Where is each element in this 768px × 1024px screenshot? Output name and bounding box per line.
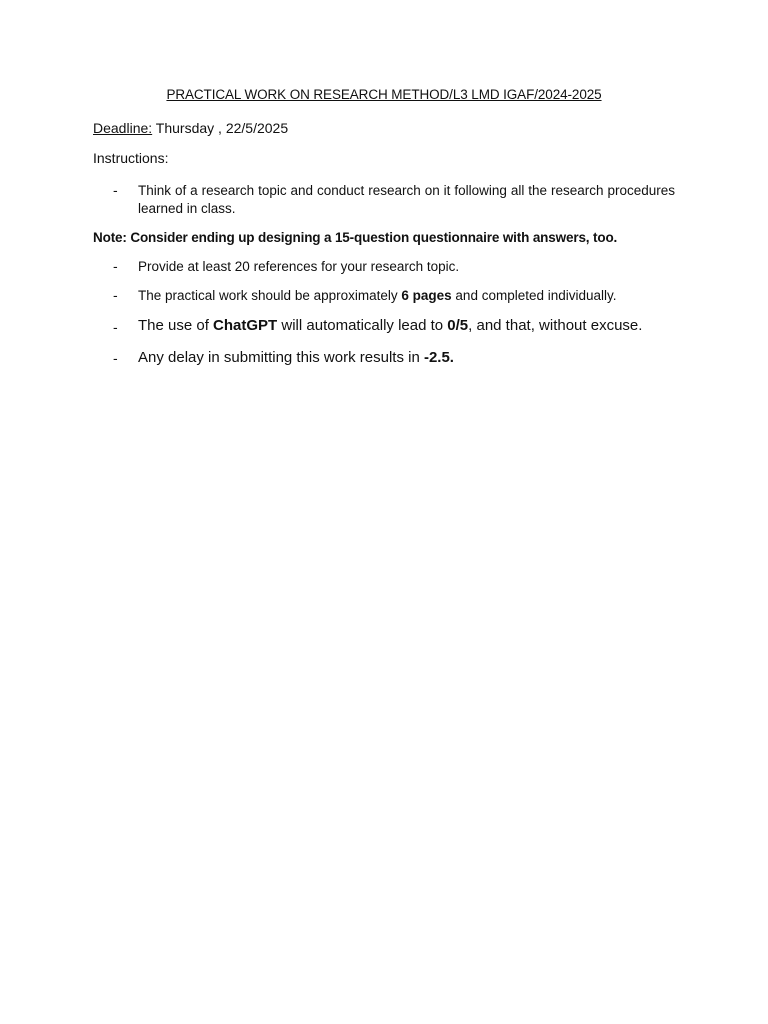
deadline-value: Thursday , 22/5/2025 bbox=[152, 120, 289, 136]
instruction-item-references: Provide at least 20 references for your research topic. bbox=[138, 259, 460, 274]
bullet-dash: - bbox=[113, 182, 118, 198]
item-text-bold: -2.5. bbox=[423, 349, 454, 366]
document-title: PRACTICAL WORK ON RESEARCH METHOD/L3 LMD IGAF/2024-2025 bbox=[166, 87, 602, 102]
item-text-part: , and that, without excuse. bbox=[468, 317, 643, 334]
item-text-part: will automatically lead to bbox=[277, 317, 448, 334]
item-text-part: The use of bbox=[138, 317, 214, 334]
item-text-part: The practical work should be approximately bbox=[138, 288, 402, 303]
instruction-item-length bbox=[138, 287, 675, 305]
instruction-item-research-topic: Think of a research topic and conduct research on it following all the research procedures learned in class. bbox=[138, 183, 675, 216]
instructions-heading: Instructions: bbox=[93, 150, 169, 166]
instruction-item-chatgpt bbox=[138, 317, 675, 335]
item-text-bold: 6 pages bbox=[401, 288, 452, 303]
item-text-bold: 0/5 bbox=[447, 317, 469, 334]
bullet-dash: - bbox=[113, 287, 118, 303]
deadline-label: Deadline: bbox=[93, 120, 153, 136]
item-text-part: and completed individually. bbox=[451, 288, 617, 303]
bullet-dash: - bbox=[113, 258, 118, 274]
item-text-bold: ChatGPT bbox=[213, 317, 278, 334]
questionnaire-note: Note: Consider ending up designing a 15-question questionnaire with answers, too. bbox=[93, 230, 618, 245]
bullet-dash: - bbox=[113, 350, 118, 366]
deadline-line bbox=[93, 120, 288, 136]
instruction-item-delay bbox=[138, 349, 675, 367]
bullet-dash: - bbox=[113, 319, 118, 335]
item-text-part: Any delay in submitting this work results in bbox=[138, 349, 424, 366]
